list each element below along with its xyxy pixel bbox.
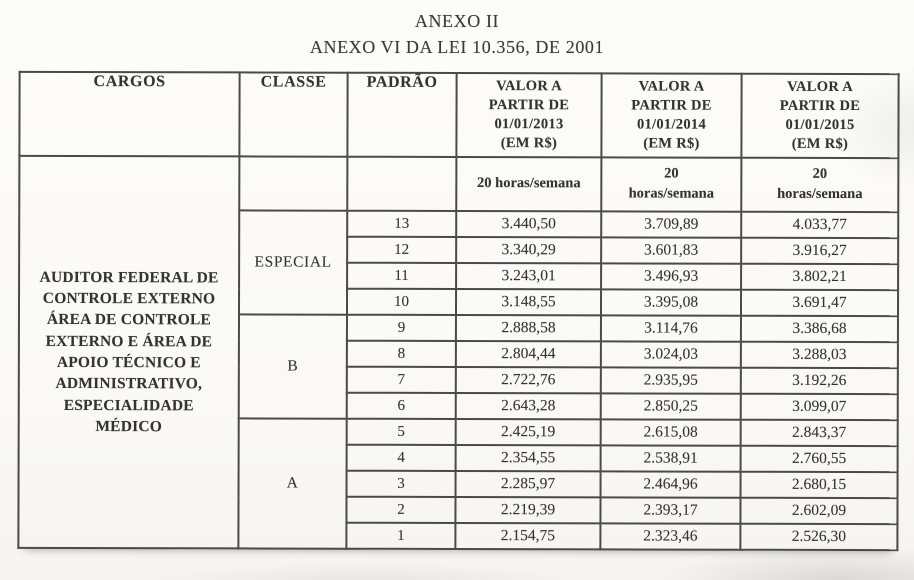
cargo-name-cell: AUDITOR FEDERAL DE CONTROLE EXTERNO ÁREA DE CONTROLE EXTERNO E ÁREA DE APOIO TÉCNICO E ADMINISTRATIVO, ESPECIALIDADE MÉDICO (18, 156, 239, 549)
valor-2013-cell: 2.804,44 (456, 341, 601, 367)
valor-2015-cell: 3.386,68 (741, 316, 898, 342)
padrao-cell: 11 (347, 263, 456, 289)
valor-2013-cell: 2.354,55 (456, 445, 601, 471)
valor-2013-cell: 2.888,58 (456, 315, 601, 341)
valor-2013-cell: 2.425,19 (456, 419, 601, 445)
padrao-cell: 12 (347, 237, 456, 263)
valor-2015-cell: 3.099,07 (741, 394, 898, 420)
header-classe: CLASSE (239, 72, 347, 156)
valor-2013-cell: 3.440,50 (456, 211, 601, 237)
header-row (19, 72, 898, 158)
valor-2014-cell: 2.850,25 (601, 393, 741, 419)
padrao-cell: 7 (347, 367, 456, 393)
hours-row (19, 156, 898, 212)
header-valor-2014: VALOR A PARTIR DE 01/01/2014 (EM R$) (601, 73, 741, 157)
header-valor-2015: VALOR A PARTIR DE 01/01/2015 (EM R$) (741, 74, 898, 158)
hours-2014-cell: 20 horas/semana (601, 157, 741, 211)
padrao-cell: 1 (346, 523, 455, 549)
classe-b-cell: B (239, 314, 347, 418)
valor-2015-cell: 3.288,03 (741, 342, 898, 368)
valor-2014-cell: 2.538,91 (601, 445, 741, 471)
valor-2015-cell: 3.192,26 (741, 368, 898, 394)
valor-2014-cell: 2.464,96 (601, 471, 741, 497)
classe-especial-cell: ESPECIAL (239, 210, 347, 314)
padrao-cell: 9 (347, 315, 456, 341)
padrao-cell: 5 (347, 419, 456, 445)
valor-2014-cell: 3.114,76 (601, 315, 741, 341)
valor-2014-cell: 3.496,93 (601, 263, 741, 289)
padrao-cell: 6 (347, 393, 456, 419)
valor-2013-cell: 3.148,55 (456, 289, 601, 315)
salary-table (17, 71, 899, 551)
valor-2014-cell: 3.601,83 (601, 237, 741, 263)
valor-2015-cell: 3.691,47 (741, 290, 898, 316)
valor-2014-cell: 3.709,89 (601, 211, 741, 237)
padrao-cell: 8 (347, 341, 456, 367)
valor-2015-cell: 2.526,30 (740, 524, 897, 550)
valor-2013-cell: 2.219,39 (455, 497, 600, 523)
header-cargos: CARGOS (19, 72, 239, 157)
padrao-cell: 3 (347, 471, 456, 497)
valor-2014-cell: 2.323,46 (600, 523, 740, 549)
valor-2015-cell: 2.602,09 (740, 498, 897, 524)
valor-2015-cell: 2.680,15 (741, 472, 898, 498)
padrao-cell: 4 (347, 445, 456, 471)
valor-2015-cell: 3.802,21 (741, 264, 898, 290)
valor-2015-cell: 2.843,37 (741, 420, 898, 446)
valor-2015-cell: 4.033,77 (741, 212, 898, 238)
hours-2015-cell: 20 horas/semana (741, 158, 898, 212)
title-line-2: ANEXO VI DA LEI 10.356, DE 2001 (309, 37, 605, 57)
valor-2014-cell: 2.393,17 (600, 497, 740, 523)
valor-2014-cell: 2.935,95 (601, 367, 741, 393)
valor-2013-cell: 2.722,76 (456, 367, 601, 393)
valor-2013-cell: 2.154,75 (455, 523, 600, 549)
valor-2015-cell: 2.760,55 (741, 446, 898, 472)
padrao-cell: 2 (346, 497, 455, 523)
header-valor-2013: VALOR A PARTIR DE 01/01/2013 (EM R$) (456, 73, 601, 157)
valor-2015-cell: 3.916,27 (741, 238, 898, 264)
valor-2014-cell: 3.024,03 (601, 341, 741, 367)
valor-2013-cell: 2.285,97 (456, 471, 601, 497)
valor-2013-cell: 3.243,01 (456, 263, 601, 289)
valor-2013-cell: 2.643,28 (456, 393, 601, 419)
valor-2013-cell: 3.340,29 (456, 237, 601, 263)
valor-2014-cell: 3.395,08 (601, 289, 741, 315)
padrao-cell: 10 (347, 289, 456, 315)
valor-2014-cell: 2.615,08 (601, 419, 741, 445)
padrao-cell: 13 (347, 211, 456, 237)
classe-empty-cell (239, 156, 347, 210)
title-line-1: ANEXO II (414, 11, 500, 31)
padrao-empty-cell (347, 157, 456, 211)
document-title (0, 8, 914, 60)
hours-2013-cell: 20 horas/semana (456, 157, 601, 211)
header-padrao: PADRÃO (347, 73, 456, 157)
classe-a-cell: A (238, 418, 346, 548)
